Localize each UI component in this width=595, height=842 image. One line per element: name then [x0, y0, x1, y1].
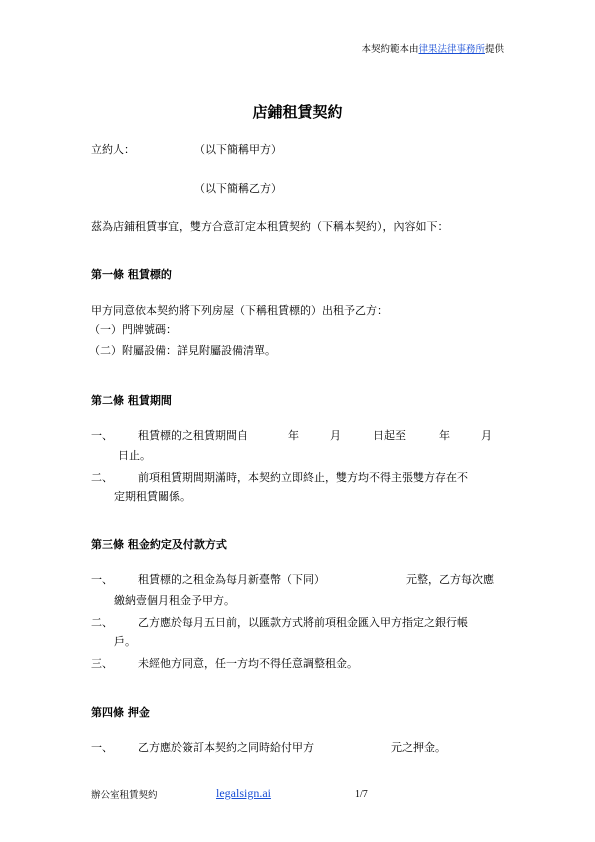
- article-1-line: 甲方同意依本契約將下列房屋（下稱租賃標的）出租予乙方：: [91, 304, 388, 317]
- article-3-heading: 第三條 租金約定及付款方式: [91, 538, 227, 551]
- article-2-month-2: 月: [481, 429, 492, 442]
- article-2-month-1: 月: [330, 429, 341, 442]
- article-3-clause-1a2: 元整，乙方每次應: [406, 573, 494, 586]
- article-2-clause-1b: 日止。: [118, 449, 151, 462]
- party-b-text: （以下簡稱乙方）: [194, 182, 282, 195]
- article-1-item-2: （二）附屬設備：詳見附屬設備清單。: [89, 344, 276, 357]
- article-2-clause-1a: 租賃標的之租賃期間自: [138, 429, 248, 442]
- article-3-clause-1a: 租賃標的之租金為每月新臺幣（下同）: [138, 573, 325, 586]
- article-2-clause-2a: 前項租賃期間期滿時，本契約立即終止，雙方均不得主張雙方存在不: [138, 471, 468, 484]
- article-3-num-1: 一、: [91, 573, 113, 586]
- footer-page-number: 1/7: [355, 789, 368, 800]
- article-1-item-1: （一）門牌號碼：: [89, 323, 177, 336]
- intro-paragraph: 茲為店鋪租賃事宜，雙方合意訂定本租賃契約（下稱本契約），內容如下：: [91, 220, 449, 233]
- article-2-heading: 第二條 租賃期間: [91, 394, 172, 407]
- article-4-clause-1a: 乙方應於簽訂本契約之同時給付甲方: [138, 741, 314, 754]
- footer-document-name: 辦公室租賃契約: [91, 790, 158, 801]
- document-title: 店鋪租賃契約: [252, 103, 343, 121]
- footer-legalsign-link[interactable]: legalsign.ai: [216, 786, 271, 800]
- article-2-year-1: 年: [288, 429, 299, 442]
- header-prefix: 本契約範本由: [361, 44, 419, 55]
- header-firm-link[interactable]: 律果法律事務所: [418, 44, 485, 55]
- article-2-day-1: 日起至: [373, 429, 406, 442]
- article-2-num-2: 二、: [91, 471, 113, 484]
- article-3-clause-3: 未經他方同意，任一方均不得任意調整租金。: [138, 657, 358, 670]
- article-2-clause-2b: 定期租賃關係。: [114, 490, 191, 503]
- parties-label: 立約人：: [91, 143, 135, 156]
- page-header: [361, 41, 504, 55]
- article-3-clause-2b: 戶。: [114, 635, 136, 648]
- article-2-year-2: 年: [439, 429, 450, 442]
- article-2-num-1: 一、: [91, 429, 113, 442]
- party-a-text: （以下簡稱甲方）: [194, 143, 282, 156]
- article-3-clause-1b: 繳納壹個月租金予甲方。: [114, 594, 235, 607]
- article-4-num-1: 一、: [91, 741, 113, 754]
- article-3-num-2: 二、: [91, 616, 113, 629]
- article-1-heading: 第一條 租賃標的: [91, 268, 172, 281]
- article-3-clause-2a: 乙方應於每月五日前，以匯款方式將前項租金匯入甲方指定之銀行帳: [138, 616, 468, 629]
- article-4-clause-1b: 元之押金。: [391, 741, 446, 754]
- article-3-num-3: 三、: [91, 657, 113, 670]
- article-4-heading: 第四條 押金: [91, 706, 150, 719]
- header-suffix: 提供: [484, 44, 504, 55]
